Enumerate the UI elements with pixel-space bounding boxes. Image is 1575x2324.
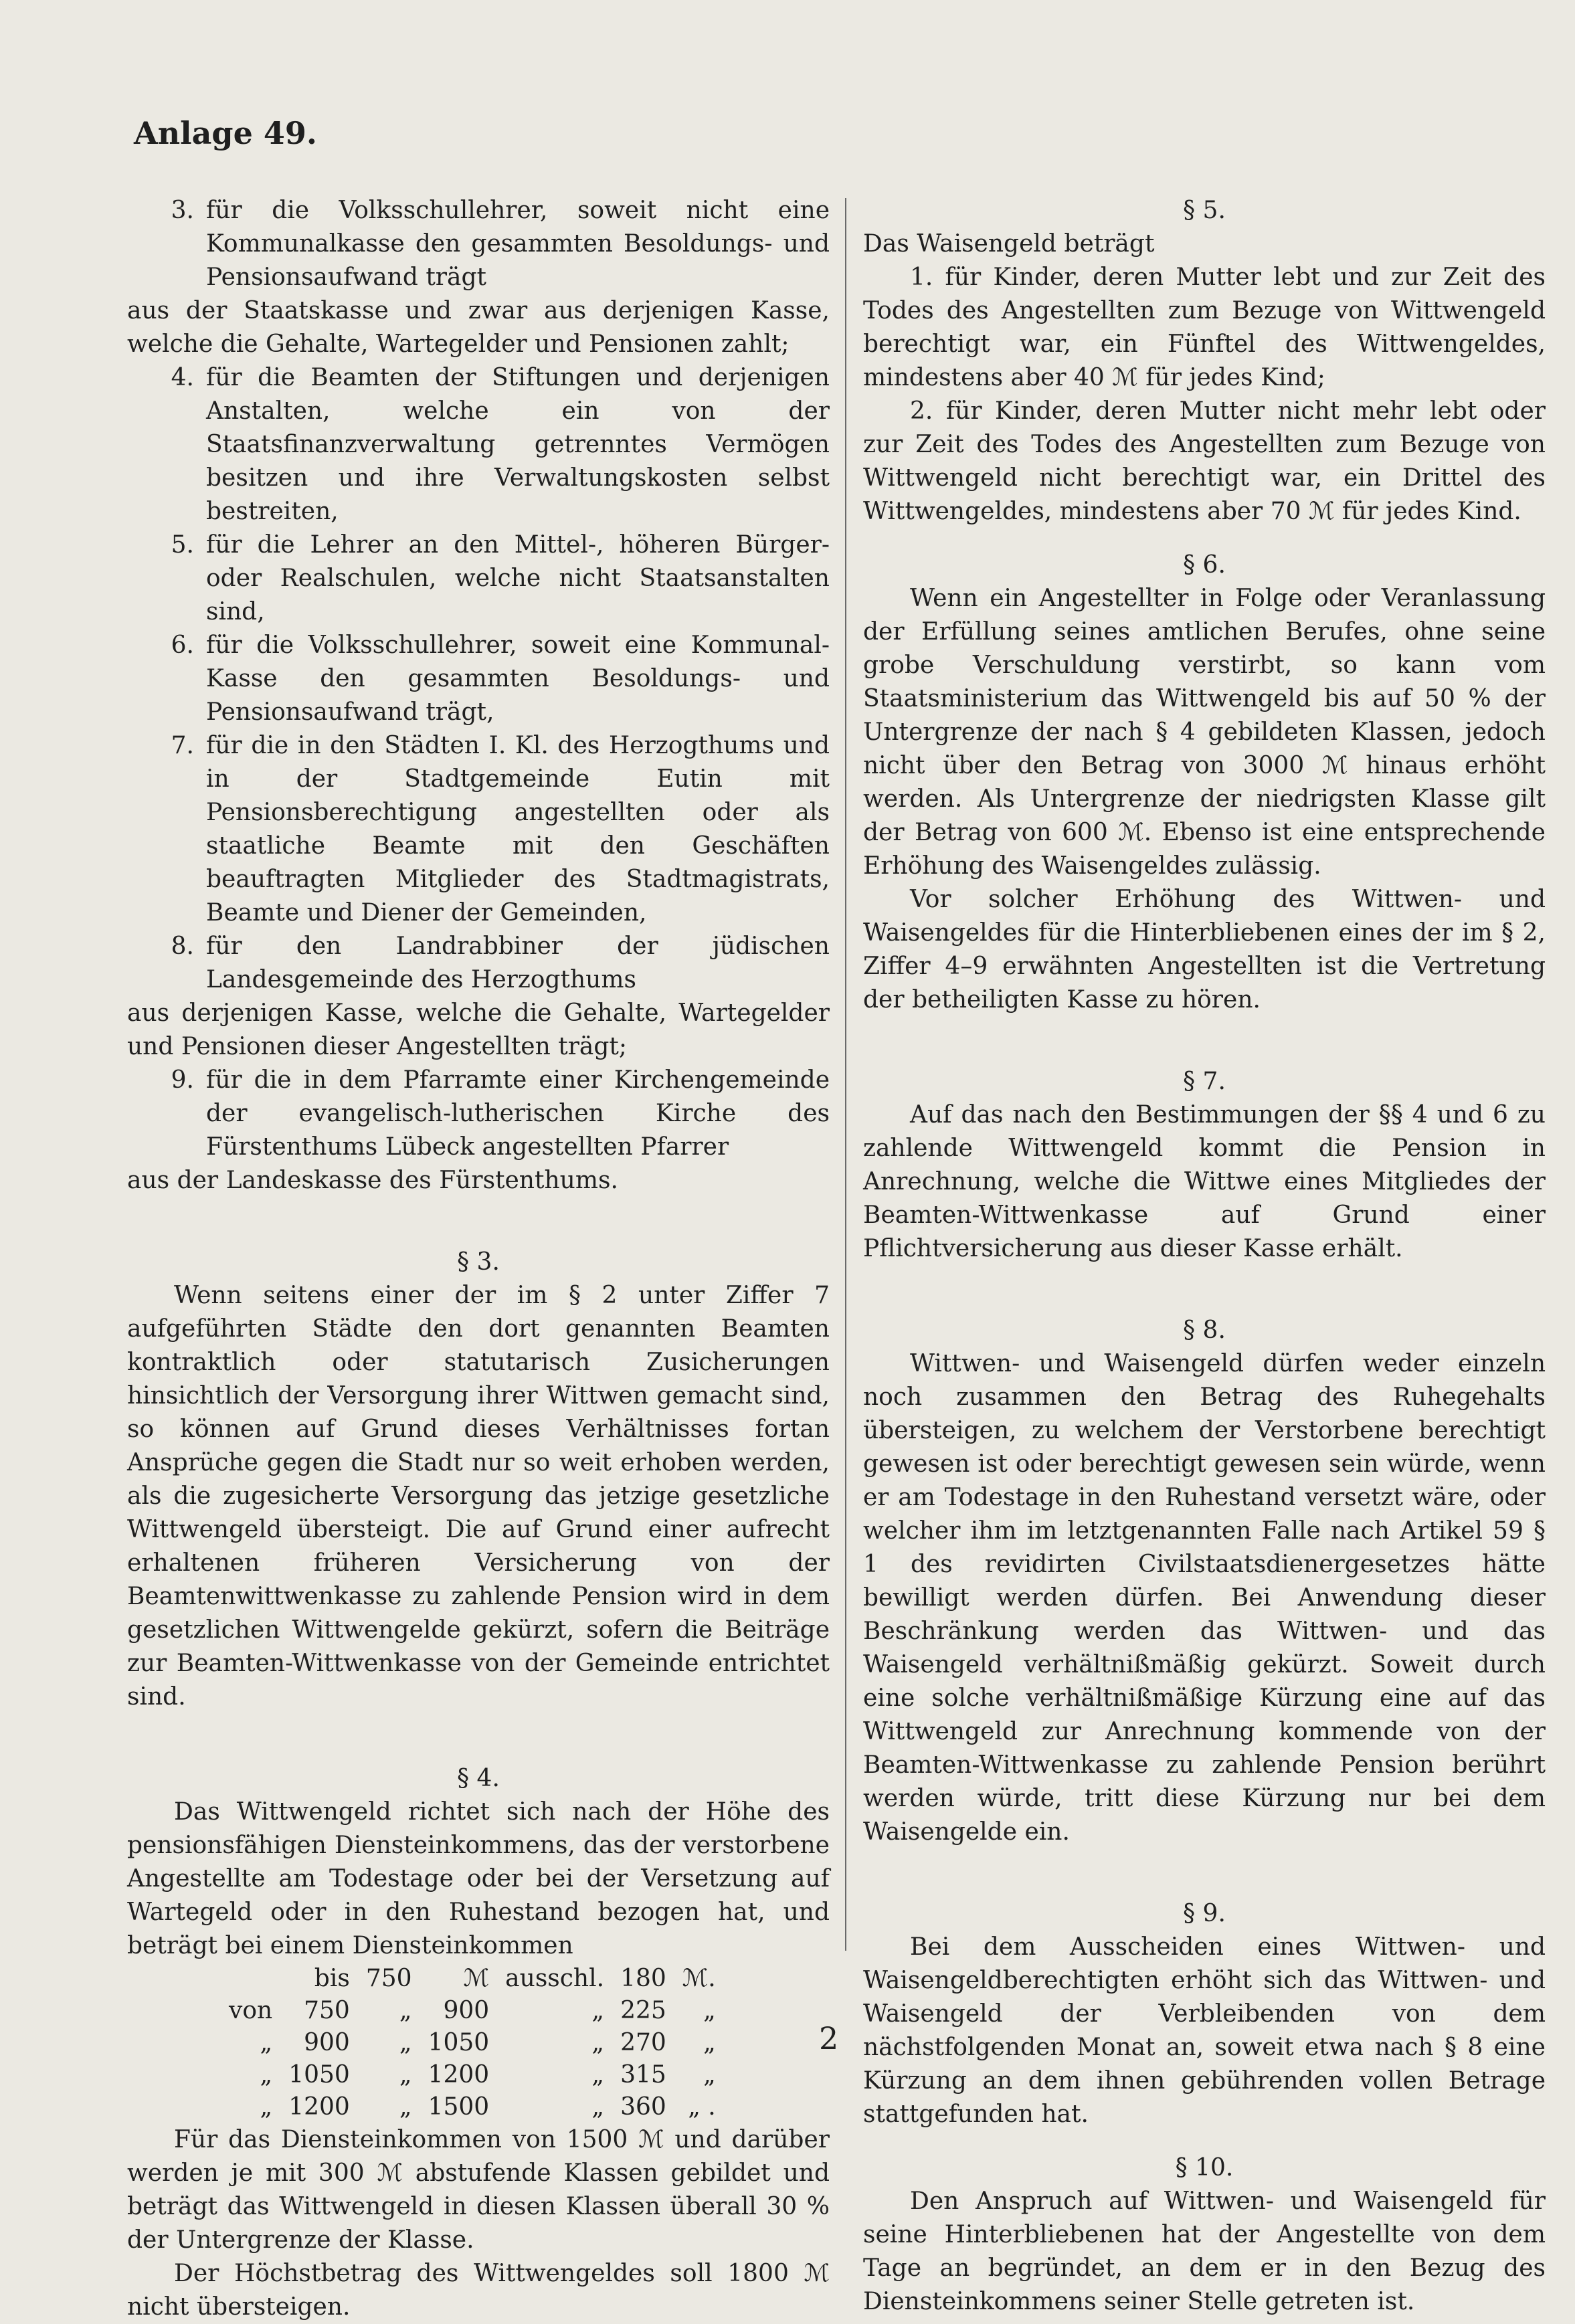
paragraph: Wenn seitens einer der im § 2 unter Ziffer 7 aufgeführten Städte den dort genannten Beamten kontraktlich oder statutarisch Zusicherungen hinsichtlich der Versorgung ihrer Wittwen gemacht sind, so können auf Grund dieses Verhältnisses fortan Ansprüche gegen die Stadt nur so weit erhoben werden, als die zugesicherte Versorgung das jetzige gesetzliche Wittwengeld übersteigt. Die auf Grund einer aufrecht erhaltenen früheren Versicherung von der Beamtenwittwenkasse zu zahlende Pension wird in dem gesetzlichen Wittwengelde gekürzt, sofern die Beiträge zur Beamten-Wittwenkasse von der Gemeinde entrichtet sind. [127,1282,830,1711]
table-cell: „ [703,2061,716,2089]
list-item [127,361,830,528]
page-header: Anlage 49. [134,115,317,151]
table-cell: 750 [304,1997,350,2024]
table-cell: 270 [620,2029,666,2056]
table-cell: „ [703,2029,716,2056]
list-number: 8. [171,933,194,960]
section-heading: § 7. [1183,1068,1226,1095]
section-heading: § 10. [1175,2154,1234,2182]
section-heading: § 8. [1183,1317,1226,1344]
list-item [127,194,830,294]
table-cell: „ [399,2029,412,2056]
table-cell: bis [314,1965,350,1992]
table-cell: ℳ [463,1965,490,1992]
paragraph: Der Höchstbetrag des Wittwengeldes soll 1800 ℳ nicht übersteigen. [127,2260,830,2321]
list-text: für die Volksschullehrer, soweit eine Kommunal-Kasse den gesammten Besoldungs- und Pensionsaufwand trägt, [206,632,830,726]
table-cell: „ . [688,2093,716,2121]
table-row [221,2091,724,2123]
table-cell: „ [591,2061,605,2089]
paragraph: Bei dem Ausscheiden eines Wittwen- und Waisengeldberechtigten erhöht sich das Wittwen- und Waisengeld der Verbleibenden von dem nächstfolgenden Monat an, soweit etwa nach § 8 eine Kürzung an dem ihnen gebührenden vollen Betrage stattgefunden hat. [863,1933,1546,2128]
list-text: für die in den Städten I. Kl. des Herzogthums und in der Stadtgemeinde Eutin mit Pensionsberechtigung angestellten oder als staatliche Beamte mit den Geschäften beauftragten Mitglieder des Stadtmagistrats, Beamte und Diener der Gemeinden, [206,732,830,927]
section-heading: § 6. [1183,551,1226,579]
list-item [127,1064,830,1164]
list-item [127,528,830,629]
table-cell: „ [591,1997,605,2024]
table-cell: 1200 [288,2093,350,2121]
paragraph: aus derjenigen Kasse, welche die Gehalte, Wartegelder und Pensionen dieser Angestellten trägt; [127,999,830,1060]
pension-scale-table [221,1963,724,2123]
table-row [221,1995,724,2027]
table-cell: „ [399,2093,412,2121]
table-row [221,1963,724,1995]
table-cell: „ [703,1997,716,2024]
right-column [863,194,1546,2319]
paragraph: Für das Diensteinkommen von 1500 ℳ und darüber werden je mit 300 ℳ abstufende Klassen gebildet und beträgt das Wittwengeld in diesen Klassen überall 30 % der Untergrenze der Klasse. [127,2126,830,2254]
list-text: für die in dem Pfarramte einer Kirchengemeinde der evangelisch-lutherischen Kirche des Fürstenthums Lübeck angestellten Pfarrer [206,1066,830,1161]
paragraph: Den Anspruch auf Wittwen- und Waisengeld für seine Hinterbliebenen hat der Angestellte von dem Tage an begründet, an dem er in den Bezug des Diensteinkommens seiner Stelle getreten ist. [863,2188,1546,2315]
table-cell: „ [591,2029,605,2056]
list-number: 7. [171,732,194,759]
list-item [127,729,830,930]
table-cell: 900 [304,2029,350,2056]
table-cell: 1050 [288,2061,350,2089]
table-cell [221,1963,280,1995]
paragraph: Auf das nach den Bestimmungen der §§ 4 und 6 zu zahlende Wittwengeld kommt die Pension in Anrechnung, welche die Wittwe eines Mitgliedes der Beamten-Wittwenkasse auf Grund einer Pflichtversicherung aus dieser Kasse erhält. [863,1101,1546,1262]
table-row [221,2059,724,2091]
table-cell: 1200 [428,2061,490,2089]
paragraph: 1. für Kinder, deren Mutter lebt und zur Zeit des Todes des Angestellten zum Bezuge von Wittwengeld berechtigt war, ein Fünftel des Wittwengeldes, mindestens aber 40 ℳ für jedes Kind; [863,264,1546,391]
table-cell: „ [399,1997,412,2024]
page-number: 2 [819,2020,839,2056]
column-divider [845,198,846,1951]
table-cell: 180 [620,1965,666,1992]
paragraph: Wittwen- und Waisengeld dürfen weder einzeln noch zusammen den Betrag des Ruhegehalts übersteigen, zu welchem der Verstorbene berechtigt gewesen ist oder berechtigt gewesen sein würde, wenn er am Todestage in den Ruhestand versetzt wäre, oder welcher ihm im letztgenannten Falle nach Artikel 59 § 1 des revidirten Civilstaatsdienergesetzes hätte bewilligt werden dürfen. Bei Anwendung dieser Beschränkung werden das Wittwen- und das Waisengeld verhältnißmäßig gekürzt. Soweit durch eine solche verhältnißmäßige Kürzung eine auf das Wittwengeld zur Anrechnung kommende von der Beamten-Wittwenkasse zu zahlende Pension berührt werden würde, tritt diese Kürzung nur bei dem Waisengelde ein. [863,1350,1546,1846]
left-column [127,194,830,2324]
table-cell: „ [260,2061,273,2089]
section-heading: § 3. [457,1248,500,1276]
paragraph: Wenn ein Angestellter in Folge oder Veranlassung der Erfüllung seines amtlichen Berufes, ohne seine grobe Verschuldung verstirbt, so kann vom Staatsministerium das Wittwengeld bis auf 50 % der Untergrenze der nach § 4 gebildeten Klassen, jedoch nicht über den Betrag von 3000 ℳ hinaus erhöht werden. Als Untergrenze der niedrigsten Klasse gilt der Betrag von 600 ℳ. Ebenso ist eine entsprechende Erhöhung des Waisengeldes zulässig. [863,585,1546,880]
list-item [127,629,830,729]
list-text: für die Volksschullehrer, soweit nicht eine Kommunalkasse den gesammten Besoldungs- und Pensionsaufwand trägt [206,197,830,291]
paragraph: Das Waisengeld beträgt [863,230,1155,258]
paragraph: aus der Landeskasse des Fürstenthums. [127,1167,618,1194]
paragraph: 2. für Kinder, deren Mutter nicht mehr lebt oder zur Zeit des Todes des Angestellten zum Bezuge von Wittwengeld nicht berechtigt war, ein Drittel des Wittwengeldes, mindestens aber 70 ℳ für jedes Kind. [863,397,1546,525]
table-cell: „ [591,2093,605,2121]
section-heading: § 5. [1183,197,1226,224]
table-cell: ausschl. [505,1965,605,1992]
list-number: 6. [171,632,194,659]
table-cell: 1500 [428,2093,490,2121]
table-cell: 750 [365,1965,412,1992]
list-item [127,930,830,997]
list-number: 9. [171,1066,194,1094]
table-cell: 900 [443,1997,490,2024]
table-cell: 315 [620,2061,666,2089]
paragraph: Vor solcher Erhöhung des Wittwen- und Waisengeldes für die Hinterbliebenen eines der im § 2, Ziffer 4–9 erwähnten Angestellten ist die Vertretung der betheiligten Kasse zu hören. [863,886,1546,1013]
list-number: 5. [171,531,194,559]
table-cell: ℳ. [682,1965,716,1992]
list-number: 4. [171,364,194,391]
table-row [221,2027,724,2059]
list-number: 3. [171,197,194,224]
list-text: für den Landrabbiner der jüdischen Landesgemeinde des Herzogthums [206,933,830,993]
table-cell: 1050 [428,2029,490,2056]
table-cell: 360 [620,2093,666,2121]
table-cell: von [229,1997,273,2024]
table-cell: „ [260,2093,273,2121]
paragraph: aus der Staatskasse und zwar aus derjenigen Kasse, welche die Gehalte, Wartegelder und Pensionen zahlt; [127,297,830,358]
table-cell: „ [260,2029,273,2056]
section-heading: § 9. [1183,1900,1226,1927]
table-cell: „ [399,2061,412,2089]
list-text: für die Beamten der Stiftungen und derjenigen Anstalten, welche ein von der Staatsfinanzverwaltung getrenntes Vermögen besitzen und ihre Verwaltungskosten selbst bestreiten, [206,364,830,525]
paragraph: Das Wittwengeld richtet sich nach der Höhe des pensionsfähigen Diensteinkommens, das der verstorbene Angestellte am Todestage oder bei der Versetzung auf Wartegeld oder in den Ruhestand bezogen hat, und beträgt bei einem Diensteinkommen [127,1798,830,1959]
list-text: für die Lehrer an den Mittel-, höheren Bürger- oder Realschulen, welche nicht Staatsanstalten sind, [206,531,830,625]
table-cell: 225 [620,1997,666,2024]
section-heading: § 4. [457,1765,500,1792]
